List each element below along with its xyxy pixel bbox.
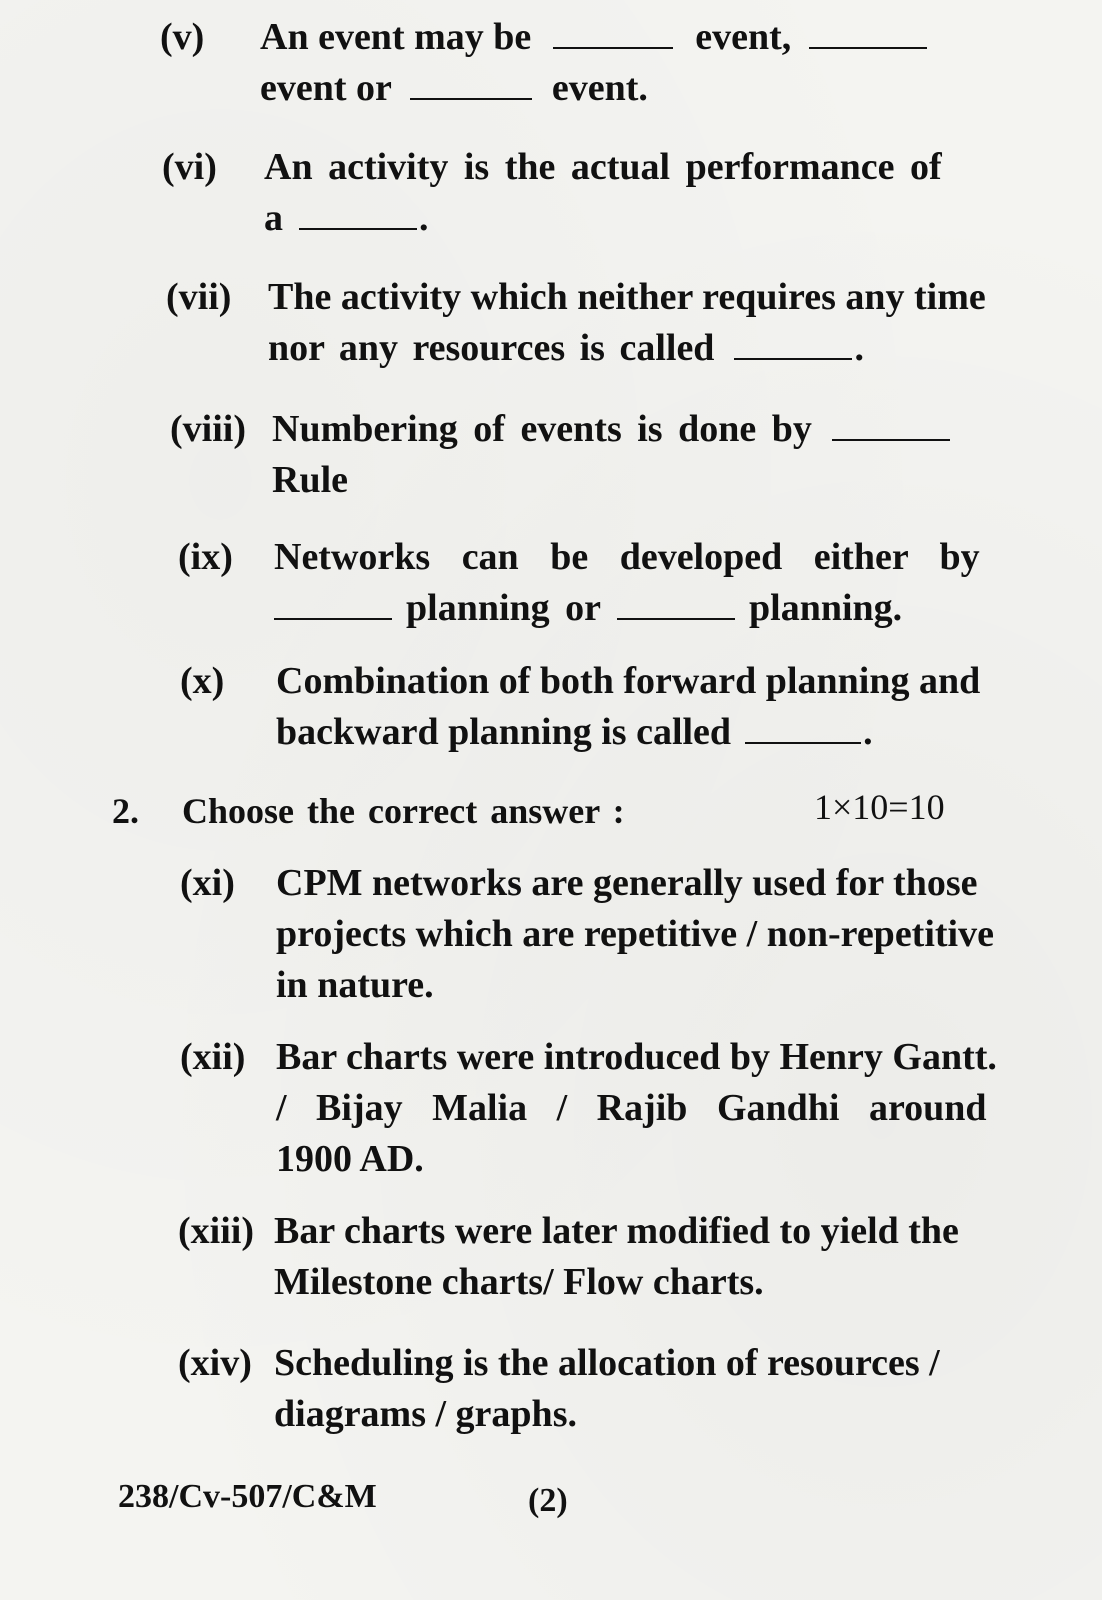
question-text: event. <box>551 67 648 109</box>
question-text: . <box>854 327 864 369</box>
question-text: projects which are repetitive / non-repetitive <box>276 913 994 955</box>
question-number: (xi) <box>180 862 235 904</box>
question-number: (ix) <box>178 536 233 578</box>
question-text: / Bijay Malia / Rajib Gandhi around <box>276 1087 987 1129</box>
question-text: event or <box>260 67 392 109</box>
question-text: Bar charts were later modified to yield the <box>274 1210 959 1252</box>
question-text: Combination of both forward planning and <box>276 660 981 702</box>
question-number: (vii) <box>166 276 232 318</box>
question-text: Numbering of events is done by <box>272 408 812 450</box>
section-title: Choose the correct answer : <box>182 791 625 831</box>
question-text: event, <box>695 16 792 58</box>
page-number: (2) <box>528 1482 568 1519</box>
question-text: planning. <box>749 587 903 629</box>
question-text: Scheduling is the allocation of resources / <box>274 1342 940 1384</box>
answer-blank <box>274 618 392 620</box>
question-text: diagrams / graphs. <box>274 1393 577 1435</box>
question-text: Rule <box>272 459 348 501</box>
question-text: planning or <box>406 587 602 629</box>
answer-blank <box>553 47 673 49</box>
question-text: . <box>863 711 873 753</box>
question-text: . <box>419 197 429 239</box>
question-text: in nature. <box>276 964 434 1006</box>
answer-blank <box>410 98 532 100</box>
question-text: backward planning is called <box>276 711 732 753</box>
question-text: CPM networks are generally used for those <box>276 862 978 904</box>
question-text: An event may be <box>260 16 532 58</box>
question-text: a <box>264 197 283 239</box>
answer-blank <box>734 358 852 360</box>
answer-blank <box>745 742 861 744</box>
question-number: (viii) <box>170 408 246 450</box>
answer-blank <box>617 618 735 620</box>
question-number: (xiv) <box>178 1342 252 1384</box>
section-marks: 1×10=10 <box>814 787 945 827</box>
answer-blank <box>832 439 950 441</box>
question-number: (xii) <box>180 1036 246 1078</box>
question-text: Milestone charts/ Flow charts. <box>274 1261 764 1303</box>
question-number: (vi) <box>162 146 217 188</box>
question-text: Networks can be developed either by <box>274 536 980 578</box>
question-text: Bar charts were introduced by Henry Gantt. <box>276 1036 997 1078</box>
question-number: (v) <box>160 16 205 58</box>
section-number: 2. <box>112 791 139 831</box>
question-text: nor any resources is called <box>268 327 715 369</box>
question-text: The activity which neither requires any time <box>268 276 986 318</box>
question-number: (xiii) <box>178 1210 254 1252</box>
answer-blank <box>299 228 417 230</box>
question-text: An activity is the actual performance of <box>264 146 942 188</box>
question-number: (x) <box>180 660 225 702</box>
paper-code: 238/Cv-507/C&M <box>118 1478 377 1515</box>
answer-blank <box>809 47 927 49</box>
question-text: 1900 AD. <box>276 1138 424 1180</box>
